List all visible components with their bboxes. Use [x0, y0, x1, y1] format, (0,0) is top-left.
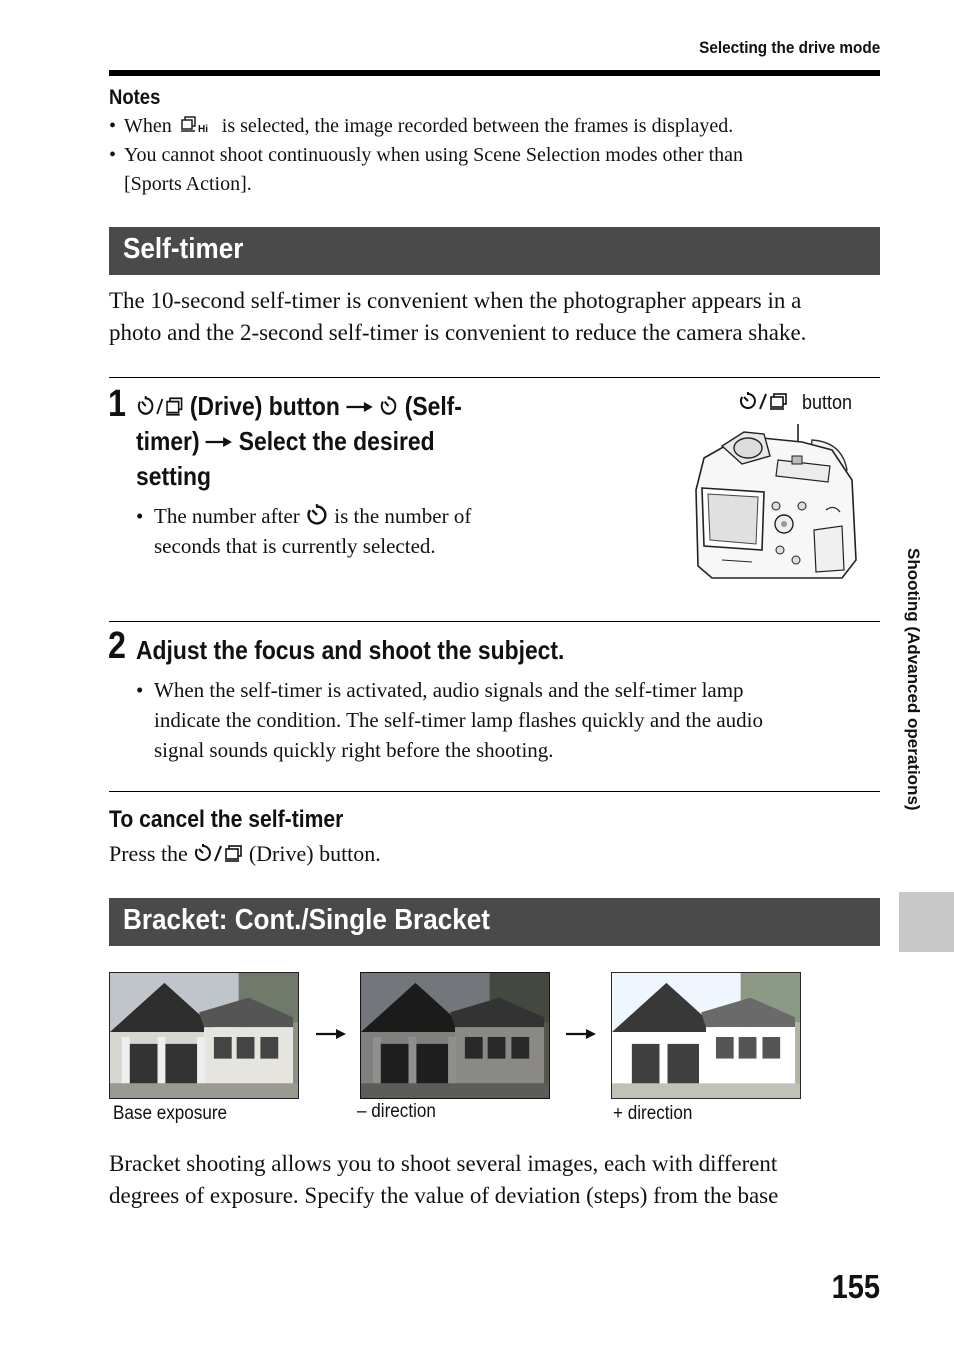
- step-1-heading: [136, 389, 541, 494]
- arrow-right-icon: [566, 1027, 596, 1041]
- side-tab-marker: [899, 892, 954, 952]
- slash-icon: [758, 391, 768, 411]
- step-2-number: 2: [108, 625, 126, 667]
- self-timer-icon: [738, 391, 758, 411]
- note-1-pre: When: [124, 115, 172, 137]
- step-1-bullet-pre: The number after: [154, 504, 300, 528]
- bracket-body-line2: degrees of exposure. Specify the value of deviation (steps) from the base: [109, 1183, 779, 1208]
- intro-line-2: photo and the 2-second self-timer is convenient to reduce the camera shake.: [109, 320, 807, 345]
- running-head: Selecting the drive mode: [698, 38, 880, 57]
- continuous-hi-icon: [177, 116, 217, 134]
- camera-callout-label: button: [801, 392, 852, 414]
- photo-plus-direction: [611, 972, 801, 1099]
- step-1-head-d: Select the desired: [238, 426, 435, 456]
- step-1-bullet-line2: seconds that is currently selected.: [154, 534, 436, 558]
- camera-callout: [738, 391, 857, 415]
- note-item-1: • When Hi is selected, the image recorded between the frames is displayed.: [109, 115, 734, 137]
- step-2-bullet-line3: signal sounds quickly right before the shooting.: [154, 738, 554, 762]
- step-1-head-b: (Self-: [404, 391, 462, 421]
- step-1-head-c: timer): [136, 426, 200, 456]
- step-2-heading: Adjust the focus and shoot the subject.: [136, 635, 565, 665]
- step-2-bullet-line2: indicate the condition. The self-timer lamp flashes quickly and the audio: [154, 708, 764, 732]
- divider-rule: [109, 791, 880, 792]
- step-1-number: 1: [108, 383, 126, 425]
- divider-rule: [109, 621, 880, 622]
- arrow-right-icon: [316, 1027, 346, 1041]
- bracket-body: [109, 1148, 889, 1212]
- arrow-right-icon: [346, 401, 372, 413]
- self-timer-icon: [193, 843, 213, 863]
- step-1-bullet: • The number after is the number of seconds that is currently selected.: [136, 504, 472, 558]
- svg-text:Hi: Hi: [197, 124, 208, 134]
- caption-plus-direction: + direction: [613, 1103, 693, 1124]
- page-number: 155: [831, 1268, 880, 1305]
- step-1-head-e: setting: [136, 461, 212, 491]
- caption-base-exposure: Base exposure: [113, 1103, 228, 1124]
- caption-minus-direction: – direction: [357, 1101, 436, 1122]
- notes-title: Notes: [109, 86, 161, 109]
- side-tab-label: Shooting (Advanced operations): [904, 548, 923, 811]
- top-rule: [109, 70, 880, 76]
- note-item-2: • You cannot shoot continuously when using Scene Selection modes other than [Sports Action].: [109, 141, 869, 199]
- note-2-line1: You cannot shoot continuously when using Scene Selection modes other than: [124, 144, 744, 166]
- bracket-body-line1: Bracket shooting allows you to shoot several images, each with different: [109, 1151, 778, 1176]
- step-2-bullet: • When the self-timer is activated, audio signals and the self-timer lamp indicate the condition. The self-timer lamp flashes quickly and the audio signal sounds quickly right before the shooting.: [136, 678, 764, 762]
- section-bar-bracket: [109, 898, 880, 946]
- arrow-right-icon: [206, 436, 232, 448]
- intro-line-1: The 10-second self-timer is convenient when the photographer appears in a: [109, 288, 802, 313]
- cancel-text: [109, 838, 889, 870]
- self-timer-icon: [136, 395, 155, 417]
- note-2-line2: [Sports Action].: [124, 173, 252, 195]
- photo-minus-direction: [360, 972, 550, 1099]
- cancel-text-post: (Drive) button.: [248, 841, 381, 866]
- self-timer-intro: [109, 285, 889, 349]
- drive-icon: [768, 391, 788, 411]
- divider-rule: [109, 377, 880, 378]
- slash-icon: [213, 843, 223, 863]
- drive-icon: [223, 843, 243, 863]
- slash-icon: [155, 395, 164, 417]
- drive-icon: [164, 395, 183, 417]
- step-1-head-a: (Drive) button: [189, 391, 340, 421]
- section-bar-self-timer: [109, 227, 880, 275]
- section-title-bracket: Bracket: Cont./Single Bracket: [123, 904, 490, 936]
- cancel-text-pre: Press the: [109, 841, 188, 866]
- photo-base-exposure: [109, 972, 299, 1099]
- cancel-subhead: To cancel the self-timer: [109, 806, 344, 833]
- self-timer-icon: [305, 503, 329, 527]
- side-tab-label-wrap: [902, 548, 932, 878]
- self-timer-icon: [379, 395, 398, 417]
- camera-illustration: [692, 420, 862, 582]
- step-1-bullet-post: is the number of: [334, 504, 472, 528]
- note-1-post: is selected, the image recorded between the frames is displayed.: [221, 115, 734, 137]
- section-title-self-timer: Self-timer: [123, 233, 244, 265]
- step-2-bullet-line1: When the self-timer is activated, audio signals and the self-timer lamp: [154, 678, 744, 702]
